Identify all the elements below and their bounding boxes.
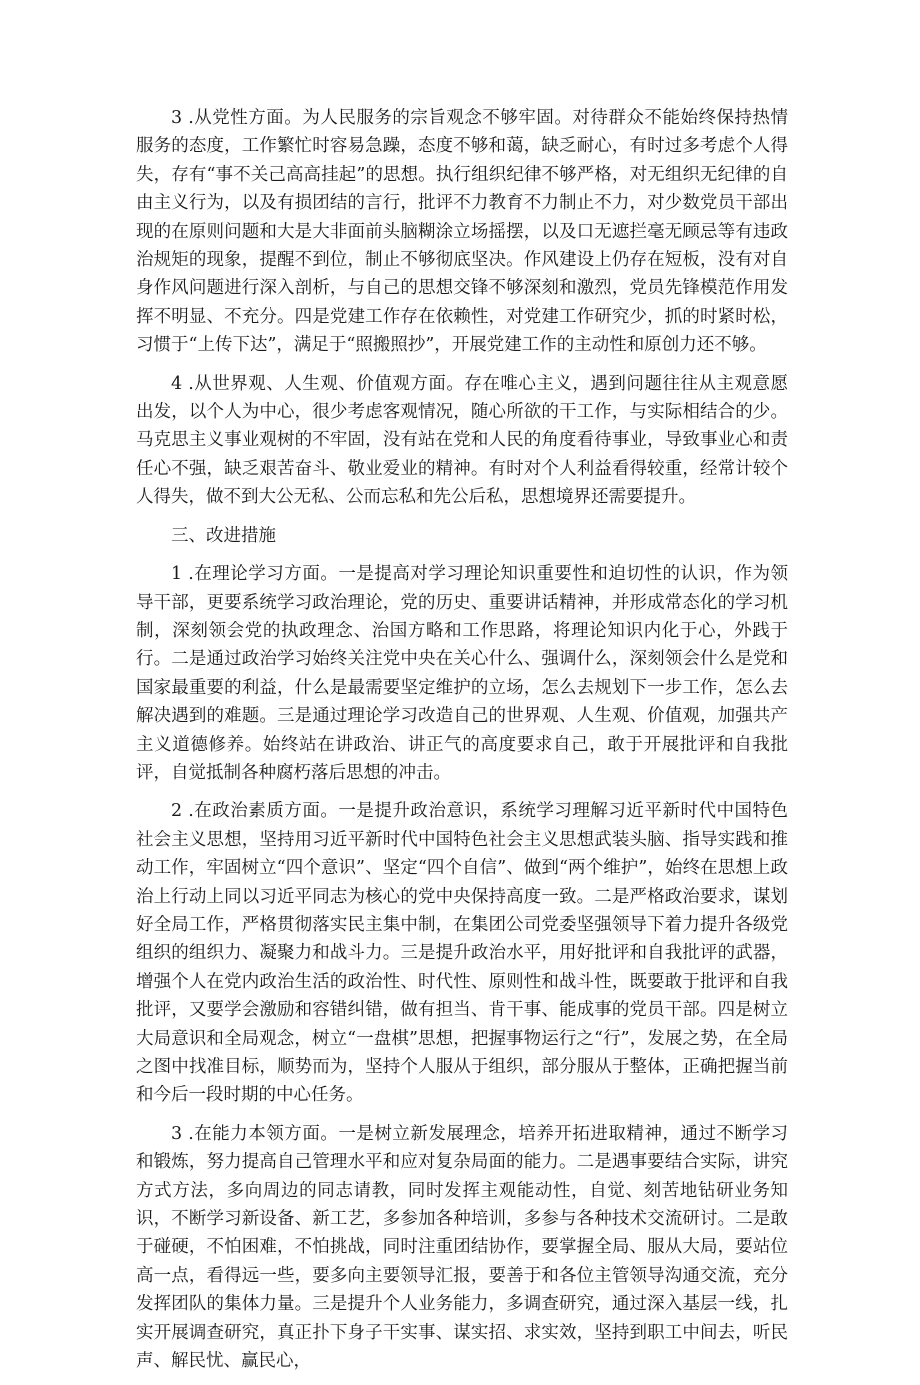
paragraph-worldview: 4 .从世界观、人生观、价值观方面。存在唯心主义，遇到问题往往从主观意愿出发，以个人为中心，很少考虑客观情况，随心所欲的干工作，与实际相结合的少。马克思主义事业观树的不牢固，没有站在党和人民的角度看待事业，导致事业心和责任心不强，缺乏艰苦奋斗、敬业爱业的精神。有时对个人利益看得较重，经常计较个人得失，做不到大公无私、公而忘私和先公后私，思想境界还需要提升。	[136, 373, 788, 508]
section-heading-improvement-measures: 三、改进措施	[171, 525, 276, 546]
document-body	[136, 104, 788, 1385]
paragraph-theory-study: 1 .在理论学习方面。一是提高对学习理论知识重要性和迫切性的认识，作为领导干部，更要系统学习政治理论，党的历史、重要讲话精神，并形成常态化的学习机制，深刻领会党的执政理念、治国方略和工作思路，将理论知识内化于心，外践于行。二是通过政治学习始终关注党中央在关心什么、强调什么，深刻领会什么是党和国家最重要的利益，什么是最需要坚定维护的立场，怎么去规划下一步工作，怎么去解决遇到的难题。三是通过理论学习改造自己的世界观、人生观、价值观，加强共产主义道德修养。始终站在讲政治、讲正气的高度要求自己，敢于开展批评和自我批评，自觉抵制各种腐朽落后思想的冲击。	[136, 564, 788, 783]
paragraph-party-spirit: 3 .从党性方面。为人民服务的宗旨观念不够牢固。对待群众不能始终保持热情服务的态度，工作繁忙时容易急躁，态度不够和蔼，缺乏耐心，有时过多考虑个人得失，存有“事不关己高高挂起”的思想。执行组织纪律不够严格，对无组织无纪律的自由主义行为，以及有损团结的言行，批评不力教育不力制止不力，对少数党员干部出现的在原则问题和大是大非面前头脑糊涂立场摇摆，以及口无遮拦毫无顾忌等有违政治规矩的现象，提醒不到位，制止不够彻底坚决。作风建设上仍存在短板，没有对自身作风问题进行深入剖析，与自己的思想交锋不够深刻和激烈，党员先锋模范作用发挥不明显、不充分。四是党建工作存在依赖性，对党建工作研究少，抓的时紧时松，习惯于“上传下达”，满足于“照搬照抄”，开展党建工作的主动性和原创力还不够。	[136, 108, 788, 356]
paragraph-political-quality: 2 .在政治素质方面。一是提升政治意识，系统学习理解习近平新时代中国特色社会主义思想，坚持用习近平新时代中国特色社会主义思想武装头脑、指导实践和推动工作，牢固树立“四个意识”、坚定“四个自信”、做到“两个维护”，始终在思想上政治上行动上同以习近平同志为核心的党中央保持高度一致。二是严格政治要求，谋划好全局工作，严格贯彻落实民主集中制，在集团公司党委坚强领导下着力提升各级党组织的组织力、凝聚力和战斗力。三是提升政治水平，用好批评和自我批评的武器，增强个人在党内政治生活的政治性、时代性、原则性和战斗性，既要敢于批评和自我批评，又要学会激励和容错纠错，做有担当、肯干事、能成事的党员干部。四是树立大局意识和全局观念，树立“一盘棋”思想，把握事物运行之“行”，发展之势，在全局之图中找准目标，顺势而为，坚持个人服从于组织，部分服从于整体，正确把握当前和今后一段时期的中心任务。	[136, 801, 788, 1106]
paragraph-capability: 3 .在能力本领方面。一是树立新发展理念，培养开拓进取精神，通过不断学习和锻炼，努力提高自己管理水平和应对复杂局面的能力。二是遇事要结合实际，讲究方式方法，多向周边的同志请教，同时发挥主观能动性，自觉、刻苦地钻研业务知识，不断学习新设备、新工艺，多参加各种培训，多参与各种技术交流研讨。二是敢于碰硬，不怕困难，不怕挑战，同时注重团结协作，要掌握全局、服从大局，要站位高一点，看得远一些，要多向主要领导汇报，要善于和各位主管领导沟通交流，充分发挥团队的集体力量。三是提升个人业务能力，多调查研究，通过深入基层一线，扎实开展调查研究，真正扑下身子干实事、谋实招、求实效，坚持到职工中间去，听民声、解民忧、赢民心，	[136, 1123, 788, 1372]
